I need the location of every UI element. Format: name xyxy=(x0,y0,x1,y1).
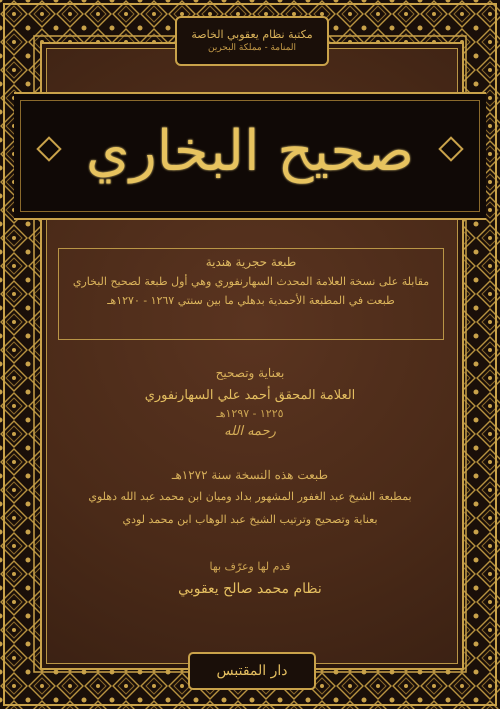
library-name: مكتبة نظام يعقوبي الخاصة xyxy=(191,28,313,41)
editor-name: العلامة المحقق أحمد علي السهارنفوري xyxy=(144,388,356,403)
printing-line-1: طبعت هذه النسخة سنة ١٢٧٢هـ xyxy=(171,468,329,482)
editor-section xyxy=(40,366,460,439)
printing-line-2: بمطبعة الشيخ عبد الغفور المشهور بداد ومیان ابن محمد عبد الله دهلوي xyxy=(88,490,412,503)
printing-section xyxy=(40,468,460,526)
edition-line-2: مقابلة على نسخة العلامة المحدث السهارنفوري وهي أول طبعة لصحيح البخاري xyxy=(72,275,430,288)
editor-line-1: بعناية وتصحيح xyxy=(215,366,285,380)
edition-info-box xyxy=(58,248,444,340)
printing-line-3: بعناية وتصحيح وترتيب الشيخ عبد الوهاب ابن محمد لودي xyxy=(122,513,378,526)
editor-dates: ١٢٢٥ - ١٢٩٧هـ xyxy=(216,407,284,420)
library-location: المنامة - مملكة البحرين xyxy=(207,43,297,53)
book-title: صحيح البخاري xyxy=(85,119,415,184)
introduction-section xyxy=(40,560,460,597)
edition-line-3: طبعت في المطبعة الأحمدية بدهلي ما بين سنتي ١٢٦٧ - ١٢٧٠هـ xyxy=(107,294,395,307)
edition-line-1: طبعة حجرية هندية xyxy=(205,255,297,269)
library-plate xyxy=(175,16,329,66)
publisher-plate: دار المقتبس xyxy=(188,652,316,690)
title-band xyxy=(14,92,486,220)
intro-author: نظام محمد صالح يعقوبي xyxy=(178,581,322,597)
intro-label: قدم لها وعرّف بها xyxy=(209,560,291,573)
editor-blessing: رحمه الله xyxy=(224,424,276,439)
